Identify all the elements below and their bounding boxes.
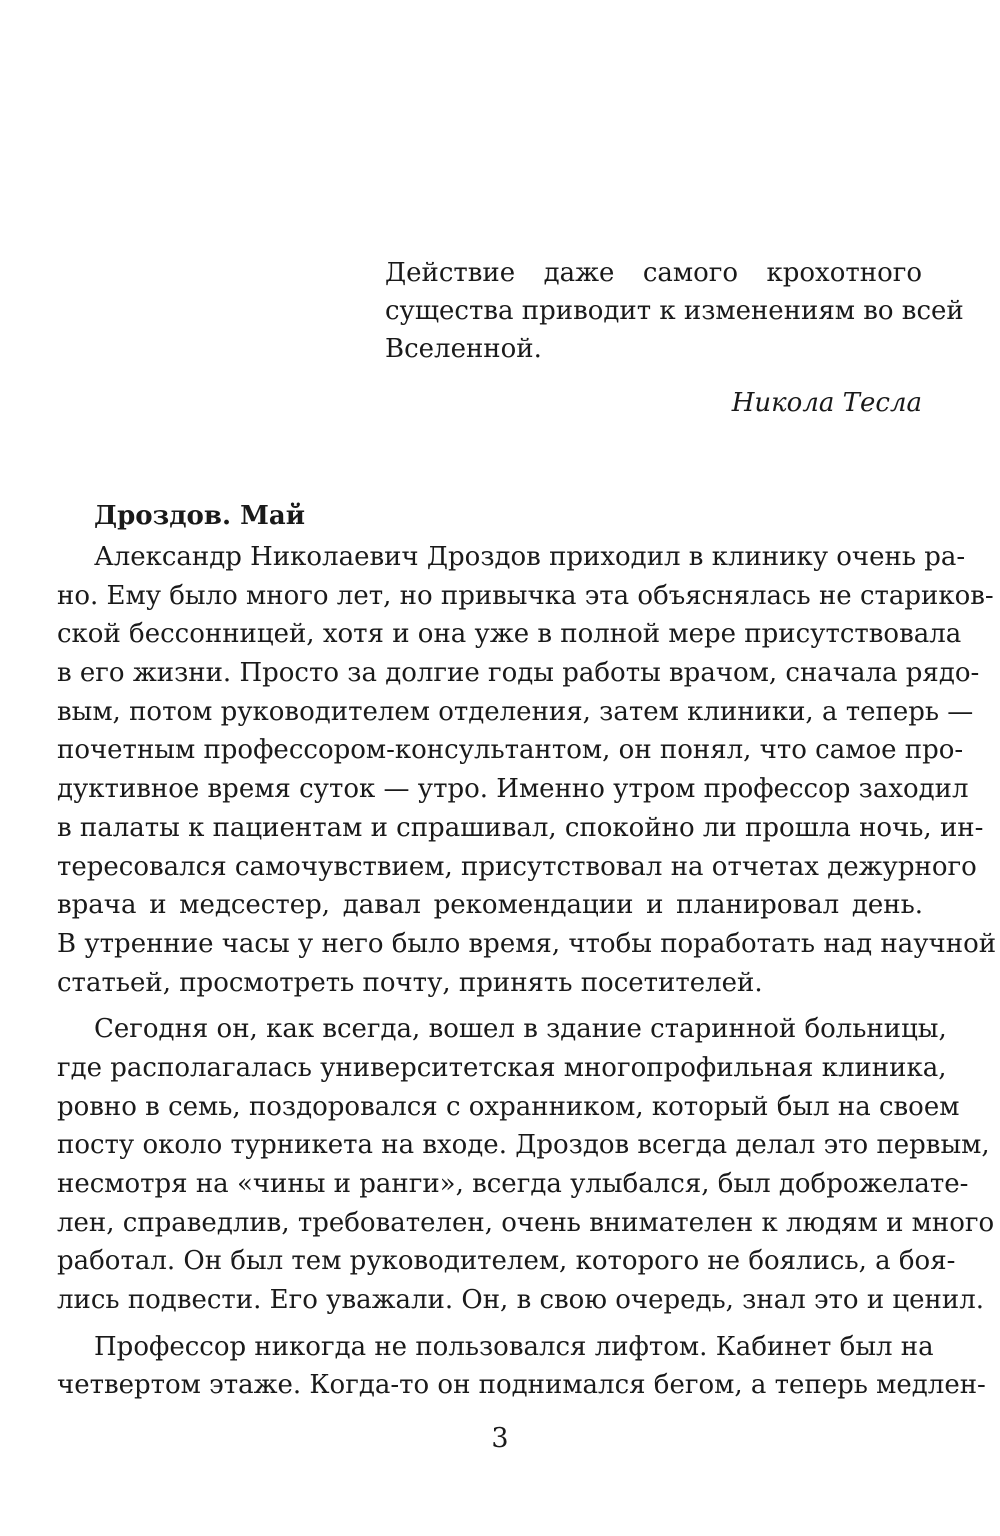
chapter-body xyxy=(57,538,997,1405)
text-line: работал. Он был тем руководителем, которого не боялись, а боя- xyxy=(57,1246,956,1277)
text-line: лен, справедлив, требователен, очень внимателен к людям и много xyxy=(57,1207,995,1238)
text-line: лись подвести. Его уважали. Он, в свою очередь, знал это и ценил. xyxy=(57,1285,984,1316)
text-line: где располагалась университетская многопрофильная клиника, xyxy=(57,1052,947,1083)
epigraph xyxy=(385,254,964,422)
text-line: ровно в семь, поздоровался с охранником, который был на своем xyxy=(57,1091,960,1122)
text-line: тересовался самочувствием, присутствовал на отчетах дежурного xyxy=(57,851,977,882)
text-line: в его жизни. Просто за долгие годы работы врачом, сначала рядо- xyxy=(57,658,980,689)
paragraph xyxy=(57,1010,995,1320)
text-line: посту около турникета на входе. Дроздов всегда делал это первым, xyxy=(57,1130,990,1161)
text-line: ской бессонницей, хотя и она уже в полной мере присутствовала xyxy=(57,619,962,650)
epigraph-line: существа приводит к изменениям во всей xyxy=(385,296,964,326)
text-line: четвертом этаже. Когда-то он поднимался бегом, а теперь медлен- xyxy=(57,1370,986,1401)
text-line: В утренние часы у него было время, чтобы поработать над научной xyxy=(57,928,997,959)
text-line: Александр Николаевич Дроздов приходил в клинику очень ра- xyxy=(94,542,966,572)
page-number: 3 xyxy=(491,1423,509,1454)
text-line: Сегодня он, как всегда, вошел в здание старинной больницы, xyxy=(94,1014,947,1045)
chapter-title: Дроздов. Май xyxy=(94,501,305,531)
text-line: почетным профессором-консультантом, он понял, что самое про- xyxy=(57,735,964,766)
paragraph xyxy=(57,1328,986,1405)
text-line: в палаты к пациентам и спрашивал, спокойно ли прошла ночь, ин- xyxy=(57,812,984,843)
text-line: вым, потом руководителем отделения, затем клиники, а теперь — xyxy=(57,696,974,727)
text-line: но. Ему было много лет, но привычка эта объяснялась не стариков- xyxy=(57,580,994,611)
text-line: Профессор никогда не пользовался лифтом. Кабинет был на xyxy=(94,1331,934,1362)
epigraph-line: Вселенной. xyxy=(385,334,542,364)
text-line: статьей, просмотреть почту, принять посетителей. xyxy=(57,967,763,998)
text-line: дуктивное время суток — утро. Именно утром профессор заходил xyxy=(57,774,969,805)
epigraph-author: Никола Тесла xyxy=(731,388,922,418)
text-line: несмотря на «чины и ранги», всегда улыбался, был доброжелате- xyxy=(57,1169,969,1199)
paragraph xyxy=(57,538,997,1002)
epigraph-line: Действие даже самого крохотного xyxy=(385,258,922,288)
text-line: врача и медсестер, давал рекомендации и планировал день. xyxy=(57,890,923,921)
